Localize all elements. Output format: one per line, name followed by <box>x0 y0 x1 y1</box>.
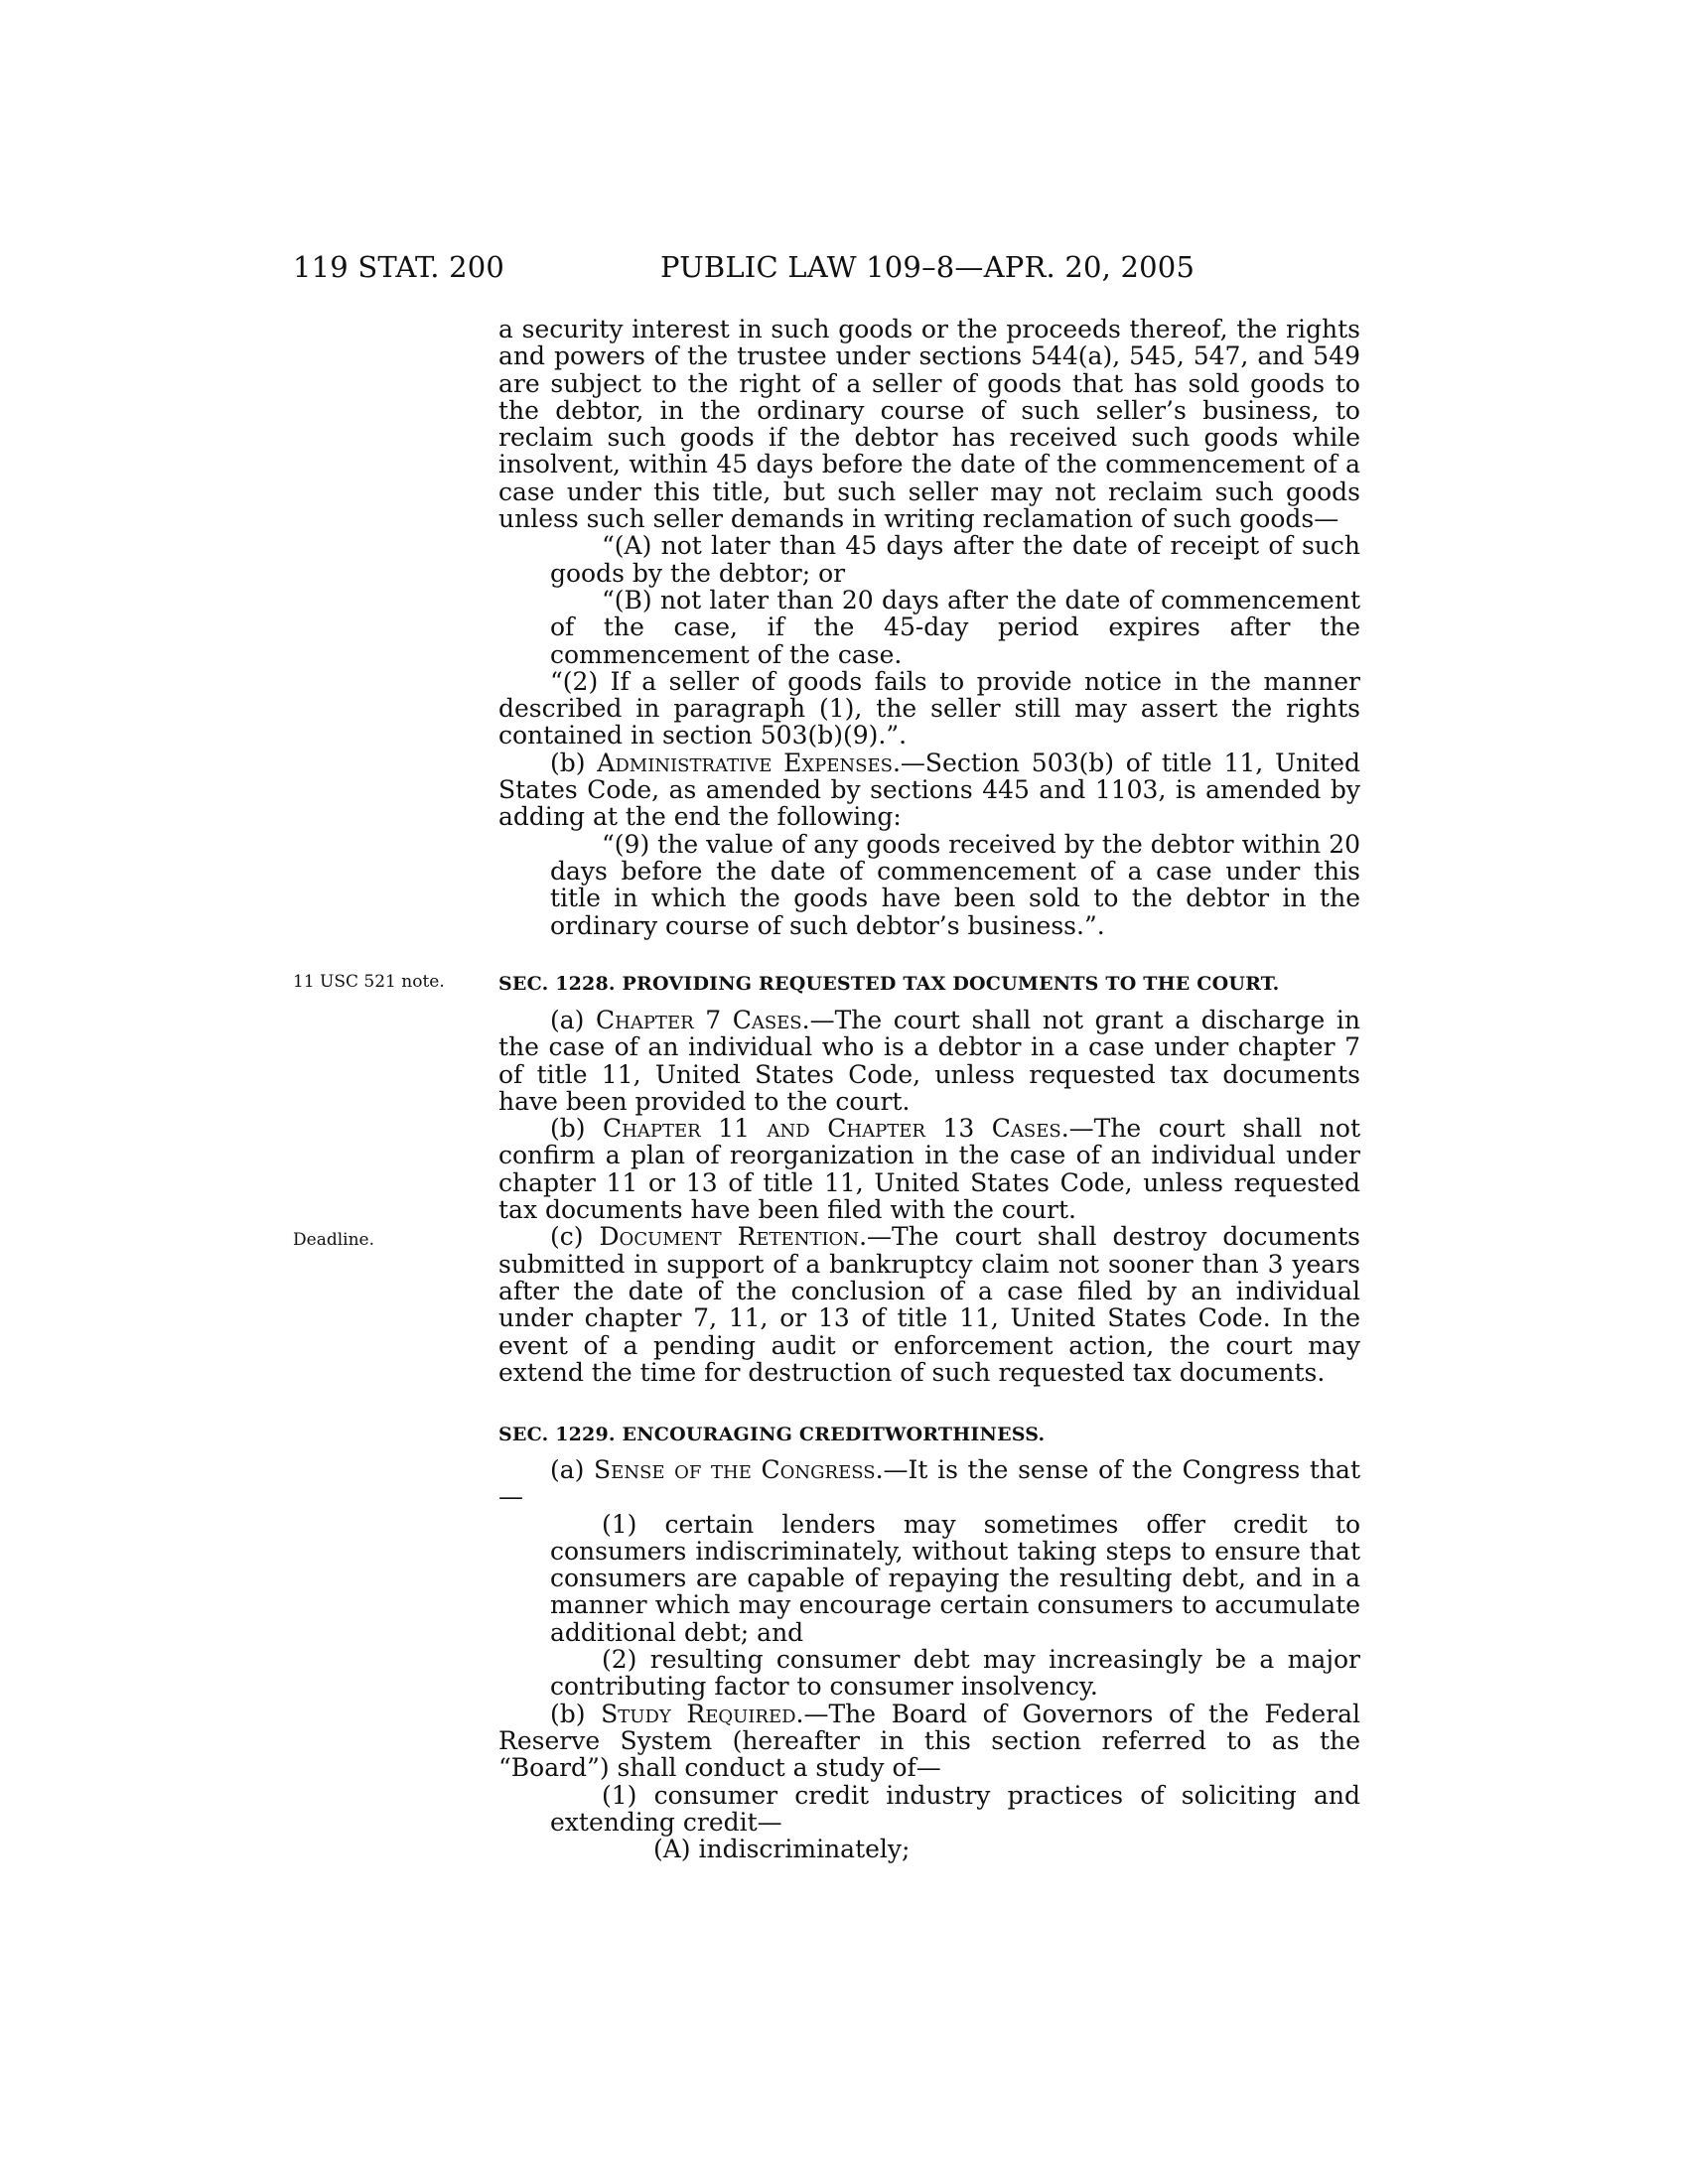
section-1229-heading: SEC. 1229. ENCOURAGING CREDITWORTHINESS. <box>498 1424 1046 1445</box>
sec1229-paragraph-a1: (1) certain lenders may sometimes offer credit to consumers indiscriminately, without taking steps to ensure that consumers are capable of repaying the resulting debt, and in a manner which may encourage certain consumers to accumulate additional debt; and <box>550 1509 1360 1647</box>
sec1229-subparagraph-b1A: (A) indiscriminately; <box>653 1835 911 1864</box>
section-1229 <box>498 1424 1360 1445</box>
clause-a: “(A) not later than 45 days after the date of receipt of such goods by the debtor; or <box>550 531 1360 588</box>
sec1228-b-text: —The court shall not confirm a plan of reorganization in the case of an individual under chapter 11 or 13 of title 11, United States Code, unless requested tax documents have been filed with the court. <box>498 1114 1360 1225</box>
sec1229-paragraph-a2: (2) resulting consumer debt may increasingly be a major contributing factor to consumer insolvency. <box>550 1645 1360 1702</box>
sec1229-subsection-b <box>498 1701 1360 1782</box>
section-1228-body <box>498 1007 1360 1386</box>
sec1228-c-caption: Document Retention. <box>599 1222 868 1252</box>
sec1228-c-text: —The court shall destroy documents submitted in support of a bankruptcy claim not sooner than 3 years after the date of the conclusion of a case filed by an individual under chapter 7, 11, or 13 of title 11, United States Code. In the event of a pending audit or enforcement action, the court may extend the time for destruction of such requested tax documents. <box>498 1222 1360 1387</box>
sec1229-a-caption: Sense of the Congress. <box>594 1455 884 1484</box>
continuation-paragraph: a security interest in such goods or the proceeds thereof, the rights and powers of the trustee under sections 544(a), 545, 547, and 549 are subject to the right of a seller of goods that has sold goods to the debtor, in the ordinary course of such seller’s business, to reclaim such goods if the debtor has received such goods while insolvent, within 45 days before the date of the commencement of a case under this title, but such seller may not reclaim such goods unless such seller demands in writing reclamation of such goods— <box>498 315 1360 534</box>
sec1228-subsection-a <box>498 1007 1360 1115</box>
sec1228-subsection-c <box>498 1223 1360 1386</box>
sec1228-a-caption: Chapter 7 Cases. <box>596 1006 810 1034</box>
section-1228 <box>498 973 1360 995</box>
sec1229-b-prefix: (b) <box>550 1699 602 1728</box>
sec1229-a-text: —It is the sense of the Congress that— <box>498 1455 1360 1512</box>
sec1228-c-prefix: (c) <box>550 1222 600 1252</box>
sec1228-b-prefix: (b) <box>550 1114 604 1144</box>
sec1228-b-caption: Chapter 11 and Chapter 13 Cases. <box>603 1114 1069 1144</box>
section-1228-heading: SEC. 1228. PROVIDING REQUESTED TAX DOCUMENTS TO THE COURT. <box>498 973 1280 995</box>
sec1229-paragraph-b1: (1) consumer credit industry practices of soliciting and extending credit— <box>550 1780 1360 1837</box>
running-head: PUBLIC LAW 109–8—APR. 20, 2005 <box>660 250 1196 284</box>
paragraph-9: “(9) the value of any goods received by the debtor within 20 days before the date of commencement of a case under this title in which the goods have been sold to the debtor in the ordinary course of such debtor’s business.”. <box>550 829 1360 940</box>
section-continuation-block <box>498 316 1360 939</box>
clause-b: “(B) not later than 20 days after the date of commencement of the case, if the 45-day period expires after the commencement of the case. <box>550 585 1360 669</box>
sec1228-a-prefix: (a) <box>550 1006 596 1034</box>
sec1229-a-prefix: (a) <box>550 1455 595 1484</box>
sec1229-b-caption: Study Required. <box>601 1699 804 1728</box>
subsection-b-caption: Administrative Expenses. <box>597 748 901 777</box>
sec1229-b-text: —The Board of Governors of the Federal Reserve System (hereafter in this section referred to as the “Board”) shall conduct a study of— <box>498 1699 1360 1783</box>
sec1228-a-text: —The court shall not grant a discharge in the case of an individual who is a debtor in a case under chapter 7 of title 11, United States Code, unless requested tax documents have been provided to the court. <box>498 1006 1361 1116</box>
subsection-b-prefix: (b) <box>550 748 598 777</box>
paragraph-2: “(2) If a seller of goods fails to provide notice in the manner described in paragraph (1), the seller still may assert the rights contained in section 503(b)(9).”. <box>498 666 1360 751</box>
sec1229-subsection-a <box>498 1456 1360 1511</box>
page-number: 119 STAT. 200 <box>293 250 505 284</box>
section-1229-body <box>498 1456 1360 1862</box>
subsection-b <box>498 750 1360 831</box>
sec1228-subsection-b <box>498 1115 1360 1223</box>
margin-note-usc: 11 USC 521 note. <box>293 972 445 992</box>
margin-note-deadline: Deadline. <box>293 1230 374 1250</box>
subsection-b-text: —Section 503(b) of title 11, United States Code, as amended by sections 445 and 1103, is amended by adding at the end the following: <box>498 748 1360 832</box>
